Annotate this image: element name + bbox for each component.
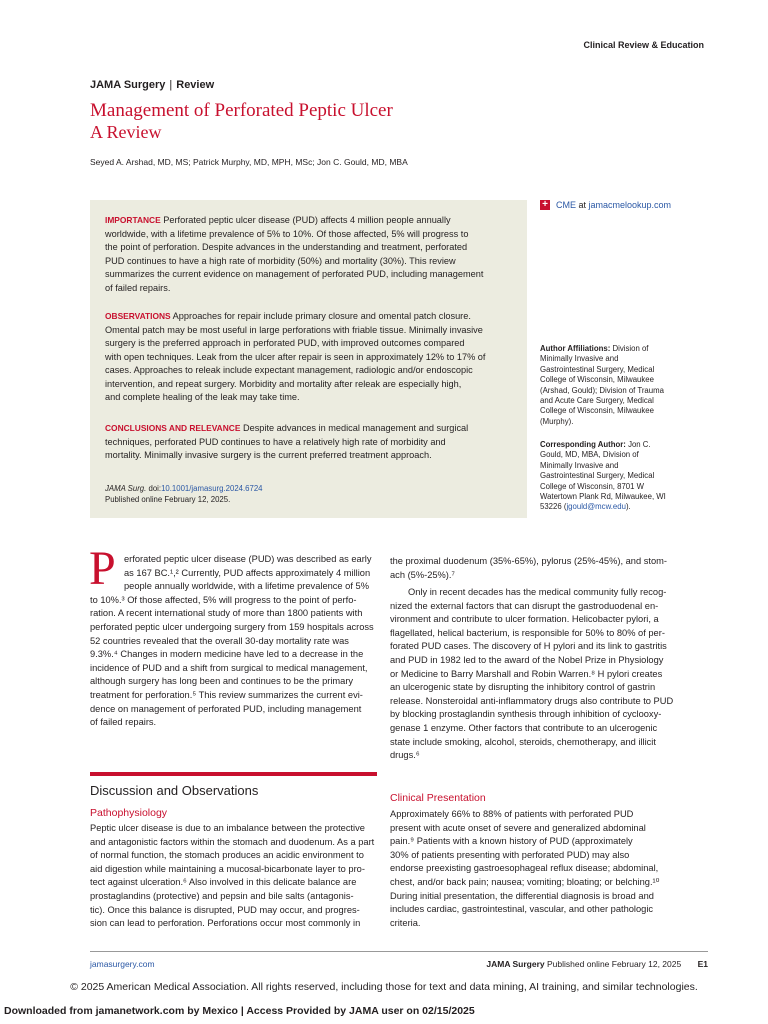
abstract-conclusions xyxy=(105,422,515,463)
observations-line: Omental patch may be most useful in large perforations with friable tissue. Minimally invasive xyxy=(105,324,483,335)
corr-end: ). xyxy=(625,502,631,512)
body-line: forated PUD cases. The discovery of H pylori and its link to gastritis xyxy=(390,641,667,652)
observations-label: OBSERVATIONS xyxy=(105,311,171,321)
abstract-observations xyxy=(105,310,515,405)
pathophysiology-paragraph xyxy=(90,822,378,931)
body-line: ach (5%-25%).⁷ xyxy=(390,569,455,580)
footer-journal: JAMA Surgery xyxy=(486,959,545,969)
cme-link[interactable]: jamacmelookup.com xyxy=(588,200,672,210)
body-line: Only in recent decades has the medical community fully recog- xyxy=(408,587,667,597)
affil-line: College of Wisconsin, Milwaukee xyxy=(540,406,654,416)
body-line: ration. A recent international study of more than 1800 patients with xyxy=(90,608,363,619)
cme-block xyxy=(540,200,671,210)
observations-line: with open techniques. Leak from the ulcer after repair is seen in approximately 12% to 17% of xyxy=(105,351,486,362)
email-link[interactable]: jgould@mcw.edu xyxy=(566,502,626,512)
body-line: flagellated, helical bacterium, is responsible for 50% to 80% of per- xyxy=(390,627,665,638)
page-number: E1 xyxy=(697,959,708,969)
body-line: of failed repairs. xyxy=(90,717,157,728)
body-line: Approximately 66% to 88% of patients with perforated PUD xyxy=(390,809,634,819)
affil-line: College of Wisconsin, Milwaukee xyxy=(540,375,654,385)
affil-line: (Arshad, Gould); Division of Trauma xyxy=(540,385,664,395)
body-line: 30% of patients presenting with perforated PUD) may also xyxy=(390,849,630,860)
body-line: 52 countries revealed that the overall 30-day mortality rate was xyxy=(90,635,349,646)
conclusions-label: CONCLUSIONS AND RELEVANCE xyxy=(105,423,241,433)
body-line: drugs.⁶ xyxy=(390,750,420,761)
footer-rule xyxy=(90,951,708,952)
drop-cap: P xyxy=(89,542,116,595)
importance-line: worldwide, with a lifetime prevalence of 5% to 10%. Of those affected, 5% will progress to xyxy=(105,228,469,239)
body-line: criteria. xyxy=(390,917,421,928)
affil-line: Minimally Invasive and xyxy=(540,354,619,364)
article-type: Review xyxy=(176,79,215,91)
footer-published: Published online February 12, 2025 xyxy=(547,959,682,969)
etiology-paragraph xyxy=(390,586,680,763)
conclusions-line: Despite advances in medical management and surgical xyxy=(242,423,469,433)
observations-line: and complete healing of the leak may take time. xyxy=(105,392,300,402)
importance-line: the point of perforation. Despite advances in the understanding and treatment, perforated xyxy=(105,242,468,252)
discussion-heading: Discussion and Observations xyxy=(90,783,259,798)
corr-line: Watertown Plank Rd, Milwaukee, WI xyxy=(540,492,666,502)
section-tag: Clinical Review & Education xyxy=(583,40,704,50)
kicker-separator: | xyxy=(169,79,173,91)
body-line: endorse preexisting gastroesophageal reflux disease; abdominal, xyxy=(390,863,659,874)
body-line: and PUD in 1982 led to the award of the Nobel Prize in Physiology xyxy=(390,654,664,665)
journal-kicker xyxy=(90,79,214,91)
importance-line: of failed repairs. xyxy=(105,282,171,293)
body-line: tic). Once this balance is disrupted, PUD may occur, and progres- xyxy=(90,904,360,915)
corresponding-label: Corresponding Author: xyxy=(540,440,626,449)
body-line: chest, and/or back pain; nausea; vomiting; bloating; or belching.¹⁰ xyxy=(390,876,660,887)
body-line: 9.3%.⁴ Changes in modern medicine have led to a decrease in the xyxy=(90,649,364,660)
body-line: perforated peptic ulcer undergoing surgery from 159 hospitals across xyxy=(90,621,374,632)
article-title: Management of Perforated Peptic Ulcer xyxy=(90,100,393,121)
plus-icon: + xyxy=(540,200,550,210)
body-line: release. Nonsteroidal anti-inflammatory drugs also contribute to PUD xyxy=(390,695,674,706)
conclusions-line: mortality. Minimally invasive surgery is the current preferred treatment approach. xyxy=(105,450,432,460)
body-line: pain.⁹ Patients with a known history of PUD (approximately xyxy=(390,836,633,847)
body-line: Peptic ulcer disease is due to an imbalance between the protective xyxy=(90,823,365,833)
journal-name: JAMA Surgery xyxy=(90,79,166,91)
body-line: by blocking prostaglandin synthesis through inhibition of cyclooxy- xyxy=(390,709,662,720)
observations-line: Approaches for repair include primary closure and omental patch closure. xyxy=(172,311,471,321)
body-line: treatment for perforation.⁵ This review summarizes the current evi- xyxy=(90,689,363,700)
observations-line: intervention, and repeat surgery. Morbidity and mortality after releak are especially high, xyxy=(105,378,462,389)
affiliations-label: Author Affiliations: xyxy=(540,344,611,353)
body-line: During initial presentation, the differential diagnosis is broad and xyxy=(390,890,654,901)
body-line: sion can lead to perforation. Perforations occur most commonly in xyxy=(90,918,361,929)
cme-at: at xyxy=(576,200,589,210)
importance-line: Perforated peptic ulcer disease (PUD) affects 4 million people annually xyxy=(163,215,451,225)
corr-line: Gould, MD, MBA, Division of xyxy=(540,450,639,460)
body-line: includes cardiac, gastrointestinal, vascular, and other pathologic xyxy=(390,904,654,915)
corr-line: Jon C. xyxy=(625,440,651,449)
body-line: incidence of PUD and a shift from surgical to medical management, xyxy=(90,662,368,673)
importance-line: PUD continues to have a high rate of morbidity (50%) and mortality (30%). This review xyxy=(105,255,456,266)
body-line: vironment and contribute to ulcer formation. Helicobacter pylori, a xyxy=(390,614,659,625)
cite-doi-prefix: doi: xyxy=(146,484,162,493)
clinical-presentation-paragraph xyxy=(390,808,680,930)
download-notice: Downloaded from jamanetwork.com by Mexico | Access Provided by JAMA user on 02/15/2025 xyxy=(4,1005,475,1017)
author-affiliations xyxy=(540,344,680,427)
clinical-presentation-heading: Clinical Presentation xyxy=(390,792,486,804)
published-date: Published online February 12, 2025. xyxy=(105,495,231,504)
website-link[interactable]: jamasurgery.com xyxy=(90,959,155,969)
body-line: prostaglandins (protective) and pepsin and bile salts (antagonis- xyxy=(90,890,354,901)
cite-journal: JAMA Surg. xyxy=(105,484,147,493)
body-line: present with acute onset of severe and generalized abdominal xyxy=(390,822,646,833)
pathophysiology-heading: Pathophysiology xyxy=(90,807,168,819)
citation xyxy=(105,483,505,505)
body-line: and antagonistic factors within the stomach and duodenum. As a part xyxy=(90,836,375,847)
importance-label: IMPORTANCE xyxy=(105,215,161,225)
body-line: or Medicine to Barry Marshall and Robin Warren.⁸ H pylori creates xyxy=(390,668,663,679)
affil-line: Division of xyxy=(610,344,649,353)
intro-paragraph xyxy=(90,553,378,730)
corr-line: Gastrointestinal Surgery, Medical xyxy=(540,471,655,481)
footer-meta xyxy=(486,959,708,969)
body-line: state include smoking, alcohol, steroids, chemotherapy, and illicit xyxy=(390,736,656,747)
body-line: nized the external factors that can disrupt the gastroduodenal en- xyxy=(390,600,659,611)
article-subtitle: A Review xyxy=(90,122,162,142)
body-line: aid digestion while maintaining a mucosal-bicarbonate layer to pro- xyxy=(90,863,365,874)
doi-link[interactable]: 10.1001/jamasurg.2024.6724 xyxy=(161,484,263,493)
abstract-importance xyxy=(105,214,515,295)
importance-line: summarizes the current evidence on management of perforated PUD, including management xyxy=(105,269,484,279)
body-line: people annually worldwide, with a lifetime prevalence of 5% xyxy=(124,581,369,592)
body-line: dence on management of perforated PUD, including management xyxy=(90,703,362,714)
corr-line: Minimally Invasive and xyxy=(540,460,619,470)
body-line: although surgery has long been and continues to be the primary xyxy=(90,676,354,687)
section-rule xyxy=(90,772,377,776)
body-line: erforated peptic ulcer disease (PUD) was described as early xyxy=(124,554,372,564)
right-column-top xyxy=(390,555,680,582)
body-line: tect against ulceration.⁶ Also involved in this delicate balance are xyxy=(90,877,357,888)
body-line: to 10%.³ Of those affected, 5% will progress to the point of perfo- xyxy=(90,594,357,605)
author-list: Seyed A. Arshad, MD, MS; Patrick Murphy, MD, MPH, MSc; Jon C. Gould, MD, MBA xyxy=(90,157,408,167)
body-line: genase 1 enzyme. Other factors that contribute to an ulcerogenic xyxy=(390,722,658,733)
body-line: the proximal duodenum (35%-65%), pylorus (25%-45%), and stom- xyxy=(390,556,667,566)
body-line: of normal function, the stomach produces an acidic environment to xyxy=(90,850,364,861)
affil-line: and Acute Care Surgery, Medical xyxy=(540,396,654,406)
corr-line: 53226 ( xyxy=(540,502,567,512)
body-line: an ulcerogenic state by disrupting the inhibitory control of gastrin xyxy=(390,682,656,693)
corresponding-author xyxy=(540,440,680,513)
cme-label: CME xyxy=(556,200,576,210)
body-line: as 167 BC.¹,² Currently, PUD affects approximately 4 million xyxy=(124,567,371,578)
affil-line: (Murphy). xyxy=(540,416,574,426)
conclusions-line: techniques, perforated PUD continues to have a relatively high rate of morbidity and xyxy=(105,436,446,447)
observations-line: surgery is the preferred approach in perforated PUD, with improved outcomes compared xyxy=(105,338,465,348)
corr-line: College of Wisconsin, 8701 W xyxy=(540,481,645,491)
copyright-notice: © 2025 American Medical Association. All rights reserved, including those for text and data mining, AI training, and similar technologies. xyxy=(70,981,698,993)
observations-line: cases. Approaches to releak include expectant management, radiologic and/or endoscopic xyxy=(105,365,473,375)
affil-line: Gastrointestinal Surgery, Medical xyxy=(540,364,655,374)
